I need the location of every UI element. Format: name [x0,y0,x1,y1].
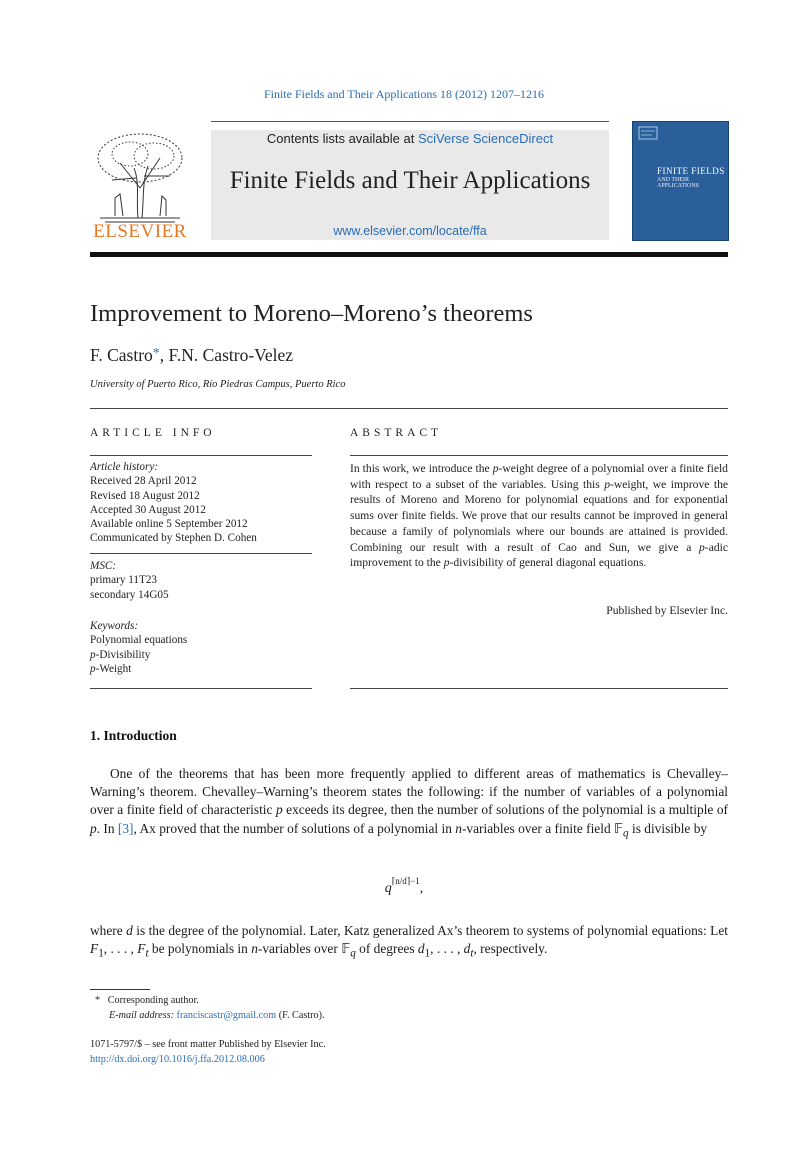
article-info-heading: ARTICLE INFO [90,427,216,439]
keyword-item: p-Weight [90,662,132,675]
header-divider [90,252,728,257]
article-info-rule-mid [90,553,312,554]
footnote-corresponding: * Corresponding author. [95,995,199,1006]
email-link[interactable]: franciscastr@gmail.com [176,1010,277,1021]
affiliation: University of Puerto Rico, Río Piedras Campus, Puerto Rico [90,379,346,390]
article-info-rule-bottom [90,688,312,689]
keyword-item: p-Divisibility [90,648,151,661]
footnote-email: E-mail address: franciscastr@gmail.com (F. Castro). [109,1010,325,1021]
section-heading-introduction: 1. Introduction [90,728,177,743]
contents-available-line: Contents lists available at SciVerse ScienceDirect [266,131,554,146]
intro-paragraph-2: where d is the degree of the polynomial. Later, Katz generalized Ax’s theorem to systems of polynomial equations: Let $F_1$, . . . , $F_t$ be polynomials in n-variables over 𝔽$_q$ of degrees $d_1$, . . . , $d_t$, respectively. [90,923,728,960]
elsevier-wordmark: ELSEVIER [93,221,187,242]
history-label: Article history: [90,461,159,473]
footnote-rule [90,989,150,990]
keywords-label: Keywords: [90,620,139,632]
cover-subtitle: AND THEIR APPLICATIONS [657,177,700,189]
affiliation-rule [90,408,728,409]
msc-secondary: secondary 14G05 [90,588,169,601]
cover-emblem-icon [638,126,658,140]
author-2: F.N. Castro-Velez [168,345,294,365]
author-list [90,345,293,366]
history-communicated: Communicated by Stephen D. Cohen [90,532,257,545]
keyword-item: Polynomial equations [90,634,188,647]
abstract-heading: ABSTRACT [350,427,443,439]
history-online: Available online 5 September 2012 [90,518,248,531]
msc-label: MSC: [90,560,117,572]
abstract-rule-top [350,455,728,456]
display-equation: $q^{⌈n/d⌉-1}$, [384,876,424,896]
abstract-body: In this work, we introduce the p-weight degree of a polynomial over a finite field with respect to a subset of the variables. Using this p-weight, we improve the results of Moreno and Moreno for polynomial equations and for exponential sums over finite fields. We prove that our results cannot be improved in general because a family of polynomials where our bounds are attained is provided. Combining our result with a result of Cao and Sun, we give a p-adic improvement to the p-divisibility of general diagonal equations. [350,462,729,570]
article-history [90,460,312,546]
history-revised: Revised 18 August 2012 [90,489,200,502]
author-1: F. Castro [90,345,153,365]
journal-reference[interactable]: Finite Fields and Their Applications 18 (2012) 1207–1216 [263,87,545,101]
msc-primary: primary 11T23 [90,574,158,587]
history-accepted: Accepted 30 August 2012 [90,503,206,516]
journal-title: Finite Fields and Their Applications [229,167,591,194]
header-top-rule [211,121,609,122]
article-info-rule-top [90,455,312,456]
history-received: Received 28 April 2012 [90,475,197,488]
paper-title: Improvement to Moreno–Moreno’s theorems [90,300,533,327]
msc-classification [90,559,312,602]
journal-homepage-link[interactable]: www.elsevier.com/locate/ffa [333,224,487,238]
intro-paragraph-1: One of the theorems that has been more frequently applied to different areas of mathematics is Chevalley–Warning’s theorem. Chevalley–Warning’s theorem states the following: if the number of variables of a polynomial over a finite field of characteristic p exceeds its degree, then the number of solutions of the polynomial is a multiple of p. In [3], Ax proved that the number of solutions of a polynomial in n-variables over a finite field 𝔽$_q$ is divisible by [90,766,728,840]
corresponding-author-mark[interactable]: * [152,346,160,361]
abstract-rule-bottom [350,688,728,689]
publisher-note: Published by Elsevier Inc. [606,604,728,617]
doi-link[interactable]: http://dx.doi.org/10.1016/j.ffa.2012.08.006 [90,1054,265,1065]
citation-link[interactable]: [3] [117,820,134,836]
sciencedirect-link[interactable]: SciVerse ScienceDirect [417,131,554,146]
author-separator: , [159,345,169,365]
keywords [90,619,312,676]
issn-line: 1071-5797/$ – see front matter Published by Elsevier Inc. [90,1039,326,1050]
journal-cover-image [632,121,729,241]
cover-title: FINITE FIELDS [657,166,725,176]
